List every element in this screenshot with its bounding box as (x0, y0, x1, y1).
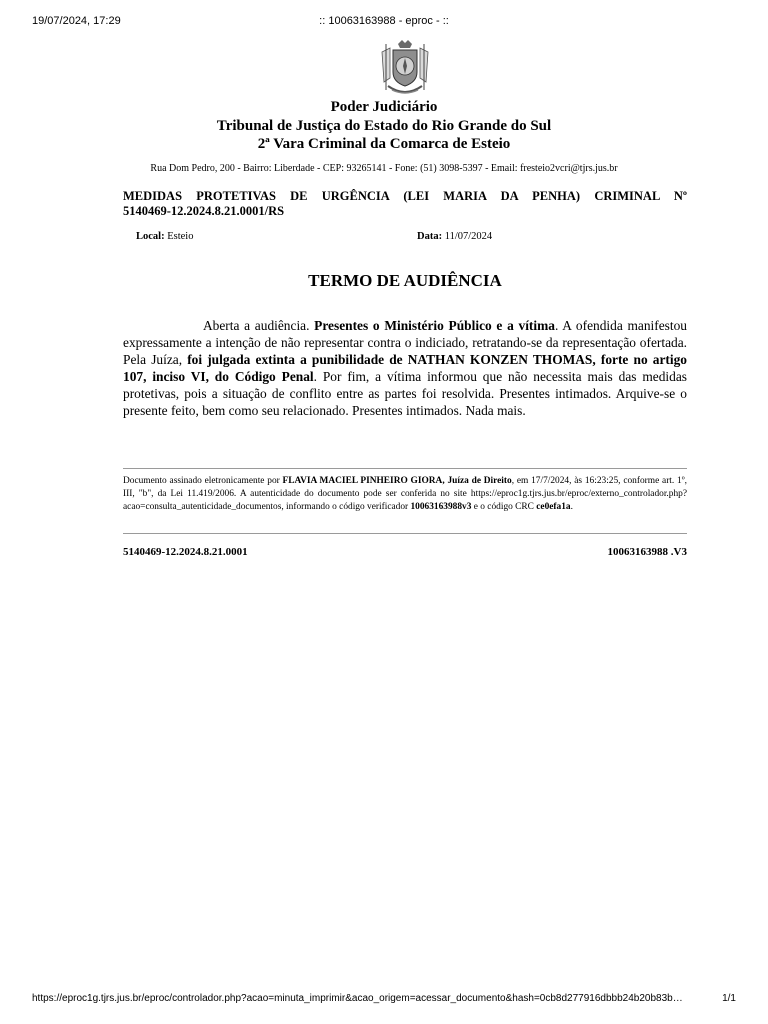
case-number: 5140469-12.2024.8.21.0001/RS (123, 204, 285, 218)
header-line3: 2ª Vara Criminal da Comarca de Esteio (257, 136, 511, 152)
local-label: Local: (136, 231, 165, 242)
sig-crc-code: ce0efa1a (536, 502, 571, 512)
header-line2: Tribunal de Justiça do Estado do Rio Grande do Sul (216, 118, 552, 134)
date-label: Data: (417, 231, 443, 242)
sig-part7: . (570, 502, 573, 512)
footer-process-number: 5140469-12.2024.8.21.0001 (123, 546, 248, 558)
coat-of-arms-icon (376, 38, 434, 98)
print-page-title: :: 10063163988 - eproc - :: (319, 15, 449, 27)
sig-part3: , em 17/7/2024, às 16:23:25, conforme art. 1º, III, "b", da Lei 11.419/2006. A autenticidade do documento pode ser conferida no site https://eproc1g.tjrs.jus.br/eproc/externo_controlador.php?acao=consulta_autenticidade_documentos, informando o código verificador (123, 476, 687, 512)
body-part4: foi julgada extinta a punibilidade de NATHAN KONZEN THOMAS, forte no artigo 107, inciso VI, do Código Penal (123, 352, 687, 385)
signature-top-rule (123, 468, 687, 469)
header-line1: Poder Judiciário (330, 99, 438, 115)
footer-doc-version: 10063163988 .V3 (607, 546, 687, 558)
body-part3: . A ofendida manifestou expressamente a intenção de não representar contra o indiciado, retratando-se da representação ofertada. Pela Juíza, (123, 318, 687, 368)
print-footer (32, 993, 736, 1007)
print-datetime: 19/07/2024, 17:29 (32, 15, 121, 27)
sig-part1: Documento assinado eletronicamente por (123, 476, 283, 486)
date-field (417, 231, 492, 242)
sig-verifier-code: 10063163988v3 (410, 502, 472, 512)
body-part5: . Por fim, a vítima informou que não necessita mais das medidas protetivas, pois a situação de conflito entre as partes foi resolvida. Presentes intimados. Arquive-se o presente feito, bem como seu relacionado. Presentes intimados. Nada mais. (123, 369, 687, 419)
body-part1: Aberta a audiência. (203, 318, 315, 333)
print-page-count: 1/1 (722, 993, 736, 1004)
sig-part5: e o código CRC (471, 502, 537, 512)
local-field (136, 231, 193, 242)
signature-block (123, 475, 687, 514)
body-part2: Presentes o Ministério Público e a vítima (314, 318, 555, 333)
print-header (32, 15, 736, 29)
print-url: https://eproc1g.tjrs.jus.br/eproc/controlador.php?acao=minuta_imprimir&acao_origem=acessar_documento&hash=0cb8d277916dbbb24b20b83b… (32, 993, 683, 1004)
case-title: MEDIDAS PROTETIVAS DE URGÊNCIA (LEI MARIA DA PENHA) CRIMINAL Nº (123, 189, 687, 203)
sig-signer: FLAVIA MACIEL PINHEIRO GIORA, Juíza de Direito (282, 476, 512, 486)
court-address: Rua Dom Pedro, 200 - Bairro: Liberdade - CEP: 93265141 - Fone: (51) 3098-5397 - Email: fresteio2vcri@tjrs.jus.br (150, 163, 618, 174)
local-value: Esteio (167, 231, 194, 242)
date-value: 11/07/2024 (444, 231, 493, 242)
document-title: TERMO DE AUDIÊNCIA (308, 271, 502, 290)
hearing-text (123, 317, 687, 420)
signature-bottom-rule (123, 533, 687, 534)
